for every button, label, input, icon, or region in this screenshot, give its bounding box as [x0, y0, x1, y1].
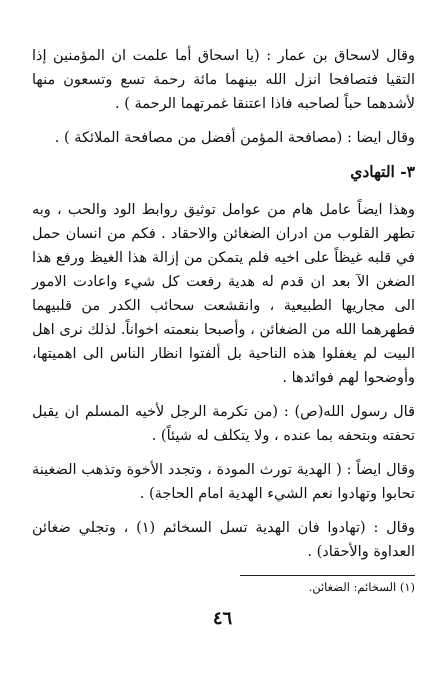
page-number: ٤٦ — [212, 608, 233, 629]
page-body — [32, 44, 415, 564]
paragraph-hadith-gift-affection: وقال ايضاً : ( الهدية تورث المودة ، وتجدد الأخوة وتذهب الضغينة تحابوا وتهادوا نعم الشيء الهدية امام الحاجة) . — [32, 462, 415, 502]
paragraph-hadith-prophet: قال رسول الله(ص) : (من تكرمة الرجل لأخيه المسلم ان يقبل تحفته وبتحفه بما عنده ، ولا يتكلف له شيئاً) . — [32, 404, 415, 444]
paragraph-hadith-handshake: وقال لاسحاق بن عمار : (يا اسحاق أما علمت ان المؤمنين إذا التقيا فتصافحا انزل الله بينهما مائة رحمة تسع وتسعون منها لأشدهما حباً لصاحبه فاذا اعتنقا غمرتهما الرحمة ) . — [32, 48, 415, 112]
paragraph-hadith-angels: وقال ايضا : (مصافحة المؤمن أفضل من مصافحة الملائكة ) . — [54, 130, 415, 146]
section-heading: ٣- التهادي — [350, 162, 415, 181]
paragraph-gift-giving: وهذا ايضاً عامل هام من عوامل توثيق روابط الود والحب ، وبه تطهر القلوب من ادران الضغائن والاحقاد . فكم من انسان حمل في قلبه غيظاً على اخيه فلم يتمكن من إزالة هذا الغيظ ورفع هذا الضغن الآ بعد ان قدم له هدية رفعت كل شيء واعادت الامور الى مجاريها الطبيعية ، وانقشعت سحائب الكدر من قلبيهما فطهرهما الله من الضغائن ، وأصبحا بنعمته اخواناً. لذلك نرى اهل البيت لم يغفلوا هذه الناحية بل ألفتوا انظار الناس الى اهميتها، وأوضحوا لهم فوائدها . — [32, 202, 415, 386]
footnote: (١) السخائم: الضغائن. — [308, 580, 415, 594]
footnote-divider — [240, 575, 415, 576]
paragraph-hadith-exchange-gifts: وقال : (تهادوا فان الهدية تسل السخائم (١) ، وتجلي ضغائن العداوة والأحقاد) . — [32, 520, 416, 560]
